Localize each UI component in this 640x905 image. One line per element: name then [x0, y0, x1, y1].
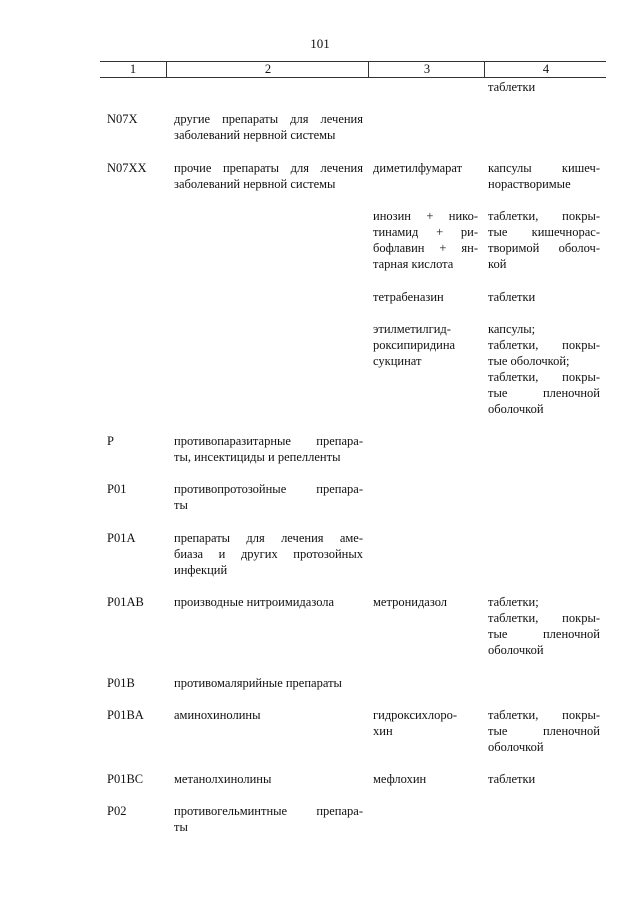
description-cell: производные нитроимидазола	[174, 595, 335, 609]
dosage-form-cell: капсулы кишеч- норастворимые	[488, 161, 600, 191]
description-cell: противопротозойные препара- ты	[174, 482, 363, 512]
atc-code-cell: P01B	[107, 676, 135, 690]
column-header-4: 4	[484, 62, 607, 77]
drug-name-cell: тетрабеназин	[373, 290, 444, 304]
drug-name-cell: этилметилгид- роксипиридина сукцинат	[373, 322, 456, 368]
dosage-form-cell: таблетки, покры- тые пленочной оболочкой	[488, 708, 600, 754]
dosage-form-cell: таблетки; таблетки, покры- тые пленочной оболочкой	[488, 595, 600, 657]
atc-code-cell: N07X	[107, 112, 138, 126]
dosage-form-cell: таблетки	[488, 772, 536, 786]
drug-name-cell: инозин + нико- тинамид + ри- бофлавин + ян- тарная кислота	[373, 209, 478, 271]
column-header-1: 1	[129, 62, 137, 76]
description-cell: противопаразитарные препара- ты, инсектициды и репелленты	[174, 434, 363, 464]
column-header-3: 3	[368, 62, 485, 77]
description-cell: противогельминтные препара- ты	[174, 804, 363, 834]
dosage-form-cell: таблетки	[488, 80, 536, 94]
table-column-headers	[100, 61, 606, 78]
atc-code-cell: P01AB	[107, 595, 144, 609]
drug-name-cell: мефлохин	[373, 772, 427, 786]
description-cell: препараты для лечения аме- биаза и других протозойных инфекций	[174, 531, 363, 577]
drug-name-cell: метронидазол	[373, 595, 448, 609]
description-cell: аминохинолины	[174, 708, 261, 722]
atc-code-cell: P	[107, 434, 114, 448]
drug-name-cell: гидроксихлоро- хин	[373, 708, 458, 738]
column-header-2: 2	[166, 62, 369, 77]
dosage-form-cell: капсулы; таблетки, покры- тые оболочкой; таблетки, покры- тые пленочной оболочкой	[488, 322, 600, 416]
dosage-form-cell: таблетки, покры- тые кишечнорас- творимой оболоч- кой	[488, 209, 600, 271]
atc-code-cell: P02	[107, 804, 127, 818]
drug-name-cell: диметилфумарат	[373, 161, 463, 175]
atc-code-cell: P01BA	[107, 708, 144, 722]
atc-code-cell: P01	[107, 482, 127, 496]
atc-code-cell: P01A	[107, 531, 136, 545]
description-cell: другие препараты для лечения заболеваний нервной системы	[174, 112, 363, 142]
atc-code-cell: N07XX	[107, 161, 147, 175]
atc-code-cell: P01BC	[107, 772, 144, 786]
description-cell: прочие препараты для лечения заболеваний нервной системы	[174, 161, 363, 191]
description-cell: противомалярийные препараты	[174, 676, 342, 690]
dosage-form-cell: таблетки	[488, 290, 536, 304]
page-number: 101	[310, 36, 330, 51]
description-cell: метанолхинолины	[174, 772, 272, 786]
